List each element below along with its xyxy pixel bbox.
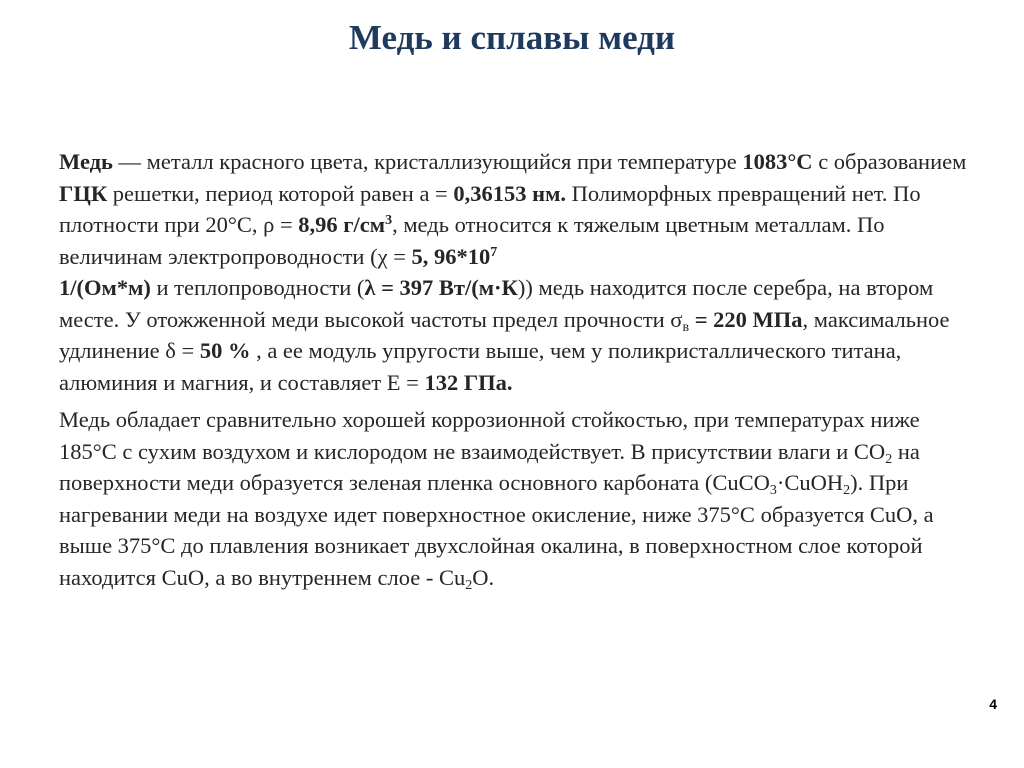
conductivity-unit: 1/(Ом*м) [59, 275, 151, 300]
text-span: на поверхности меди образуется зеленая пленка основного карбоната (CuCO [59, 438, 920, 495]
superscript: 3 [385, 213, 393, 228]
text-span: решетки, период которой равен а = [107, 180, 454, 206]
text-span: , медь относится к тяжелым цветным металлам. По величинам электропроводности (χ = [59, 212, 885, 269]
lattice-type: ГЦК [59, 180, 108, 206]
thermal-conductivity-value: λ = 397 Вт/(м·К [364, 275, 518, 300]
paragraph-corrosion [59, 404, 969, 593]
density-value: 8,96 г/см [298, 212, 386, 237]
term-copper: Медь [59, 149, 113, 174]
text-span: Медь обладает сравнительно хорошей коррозионной стойкостью, при температурах ниже 185°С с сухим воздухом и кислородом не взаимодействует. В присутствии влаги и СО [59, 407, 920, 464]
subscript: в [682, 319, 690, 335]
page-number: 4 [989, 696, 997, 712]
text-span: Полиморфных превращений нет. По плотности при 20°С, ρ = [59, 180, 921, 237]
subscript: 2 [843, 483, 851, 498]
conductivity-value: 5, 96*10 [411, 243, 491, 269]
text-span: ·CuOH [776, 470, 844, 495]
text-span: ). При нагревании меди на воздухе идет поверхностное окисление, ниже 375°С образуется CuO, а выше 375°С до плавления возникает двухслойная окалина, в поверхностном слое которой находится CuO, а во внутреннем слое - Cu [59, 470, 934, 590]
text-span: O. [472, 564, 495, 590]
text-span: , а ее модуль упругости выше, чем у поликристаллического титана, алюминия и магния, и составляет Е = [59, 338, 902, 395]
subscript: 2 [885, 451, 893, 467]
lattice-period: 0,36153 нм. [453, 180, 567, 206]
elongation-value: 50 % [199, 338, 251, 363]
paragraph-copper-properties [59, 146, 969, 398]
slide-title: Медь и сплавы меди [348, 18, 676, 57]
tensile-strength-value: = 220 МПа [689, 306, 803, 332]
text-span: с образованием [812, 149, 967, 174]
melting-point: 1083°С [742, 149, 813, 174]
text-span: , максимальное удлинение δ = [59, 306, 950, 363]
subscript: 3 [769, 483, 777, 498]
text-span: )) медь находится после серебра, на втором месте. У отожженной меди высокой частоты предел прочности σ [59, 275, 934, 332]
text-span: — металл красного цвета, кристаллизующийся при температуре [112, 149, 743, 174]
slide-body [59, 146, 969, 593]
subscript: 2 [465, 577, 473, 593]
elastic-modulus-value: 132 ГПа. [424, 369, 513, 395]
text-span: и теплопроводности ( [150, 275, 365, 300]
superscript: 7 [490, 244, 498, 260]
